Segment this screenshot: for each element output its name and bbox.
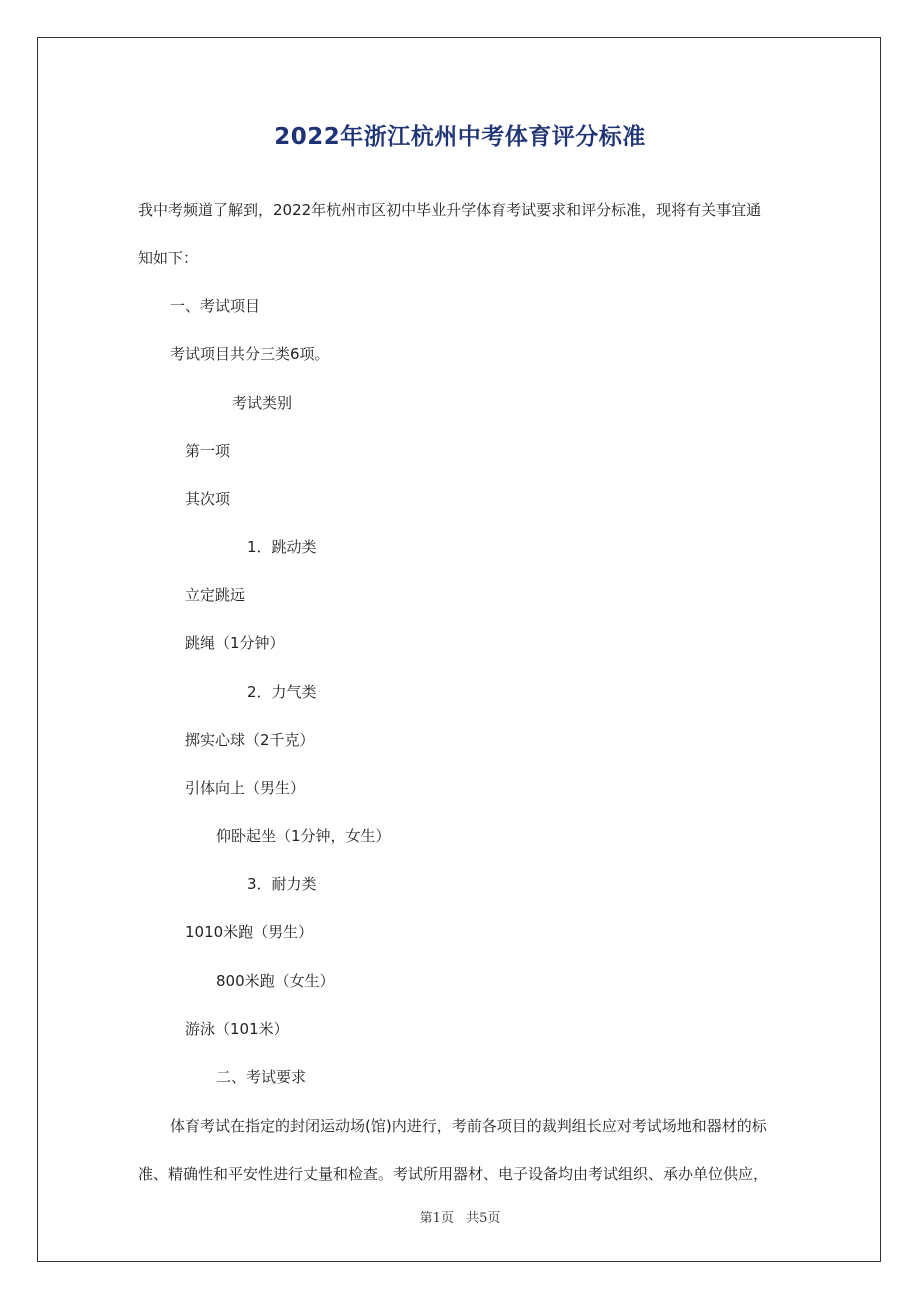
section-heading-exam-requirements: 二、考试要求 [216, 1068, 307, 1086]
page-number: 第1页 [419, 1211, 454, 1226]
list-item: 引体向上（男生） [185, 779, 306, 797]
page-total: 共5页 [466, 1211, 501, 1226]
paragraph-intro-line1: 我中考频道了解到，2022年杭州市区初中毕业升学体育考试要求和评分标准，现将有关事宜通 [138, 201, 762, 219]
document-title: 2022年浙江杭州中考体育评分标准 [274, 124, 646, 150]
page-border [37, 37, 881, 1262]
paragraph-exam-items: 考试项目共分三类6项。 [170, 345, 330, 363]
list-item: 其次项 [185, 490, 231, 508]
paragraph-intro-line2: 知如下： [138, 249, 199, 267]
list-item: 掷实心球（2千克） [185, 731, 315, 749]
list-item: 仰卧起坐（1分钟，女生） [216, 827, 391, 845]
paragraph-requirements-line2: 准、精确性和平安性进行丈量和检查。考试所用器材、电子设备均由考试组织、承办单位供应， [138, 1165, 769, 1183]
list-item: 第一项 [185, 442, 231, 460]
category-heading-jumping: 1．跳动类 [247, 538, 317, 556]
exam-category-header: 考试类别 [232, 394, 293, 412]
list-item: 游泳（101米） [185, 1020, 289, 1038]
category-heading-endurance: 3．耐力类 [247, 875, 317, 893]
list-item: 800米跑（女生） [216, 972, 335, 990]
list-item: 1010米跑（男生） [185, 923, 314, 941]
list-item: 跳绳（1分钟） [185, 634, 285, 652]
category-heading-strength: 2．力气类 [247, 683, 317, 701]
page-footer [0, 1207, 920, 1226]
list-item: 立定跳远 [185, 586, 246, 604]
section-heading-exam-items: 一、考试项目 [170, 297, 261, 315]
paragraph-requirements-line1: 体育考试在指定的封闭运动场(馆)内进行，考前各项目的裁判组长应对考试场地和器材的标 [170, 1117, 767, 1135]
